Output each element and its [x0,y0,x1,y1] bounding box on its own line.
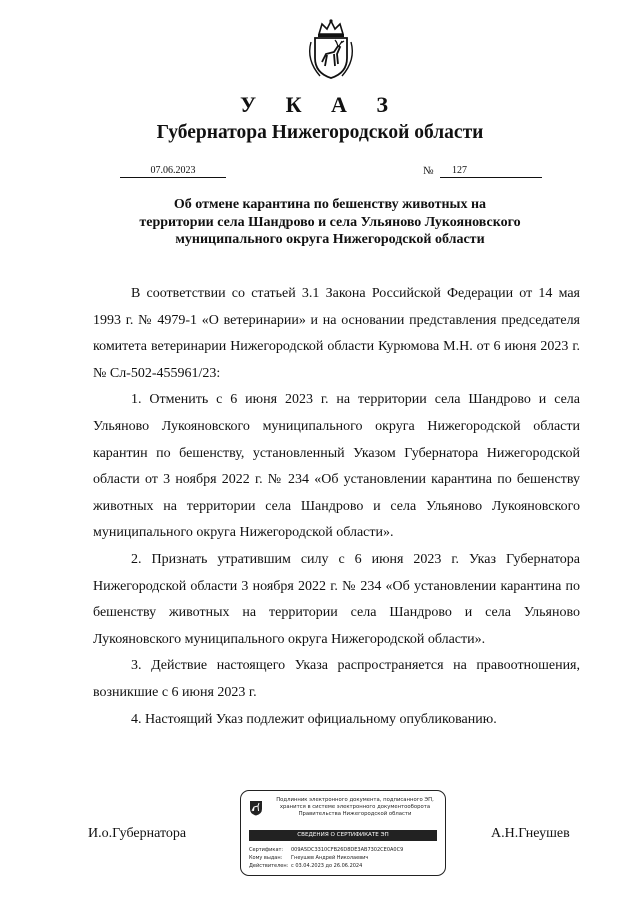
validity-row: Действителен: с 03.04.2023 до 26.06.2024 [249,863,363,869]
deer-emblem-icon [249,800,263,816]
nizhny-novgorod-coat-of-arms-icon [300,18,362,80]
issuing-authority: Губернатора Нижегородской области [156,122,484,143]
subject-line: Об отмене карантина по бешенству животных на [173,197,487,212]
decree-body [93,281,580,733]
signatory-name: А.Н.Гнеушев [491,826,570,841]
subject-line: муниципального округа Нижегородской области [175,232,485,247]
item-2-paragraph: 2. Признать утратившим силу с 6 июня 2023 г. Указ Губернатора Нижегородской области 3 ноября 2022 г. № 234 «Об установлении карантина по бешенству животных на территории села Шандрово и села Ульяново Лукояновского муниципального округа Нижегородской области». [93,551,580,647]
electronic-signature-stamp [240,790,446,876]
preamble-paragraph: В соответствии со статьей 3.1 Закона Российской Федерации от 14 мая 1993 г. № 4979-1 «О ветеринарии» и на основании представления председателя комитета ветеринарии Нижегородской области Курюмова М.Н. от 6 июня 2023 г. № Сл-502-455961/23: [93,286,580,381]
certificate-header: СВЕДЕНИЯ О СЕРТИФИКАТЕ ЭП [249,830,437,841]
subject-line: территории села Шандрово и села Ульяново Лукояновского [139,214,521,230]
certificate-row: Сертификат: 009A5DC3310CFB26D8DE3AB7302CE0A0C9 [249,847,404,853]
number-sign: № [423,165,434,177]
item-1-paragraph: 1. Отменить с 6 июня 2023 г. на территории села Шандрово и села Ульяново Лукояновского муниципального округа Нижегородской области карантин по бешенству, установленный Указом Губернатора Нижегородской области от 3 ноября 2022 г. № 234 «Об установлении карантина по бешенству животных на территории села Шандрово и села Ульяново Лукояновского муниципального округа Нижегородской области». [93,392,580,541]
decree-title: У К А З [239,92,401,117]
signatory-position: И.о.Губернатора [88,826,187,841]
decree-number: 127 [440,165,542,178]
owner-row: Кому выдан: Гнеушев Андрей Николаевич [249,855,369,861]
decree-subject [100,196,560,249]
decree-date: 07.06.2023 [120,165,226,178]
stamp-note: Подлинник электронного документа, подписанного ЭП, хранится в системе электронного документооборота Правительства Нижегородской области [276,797,434,817]
item-4-paragraph: 4. Настоящий Указ подлежит официальному опубликованию. [131,711,497,727]
item-3-paragraph: 3. Действие настоящего Указа распространяется на правоотношения, возникшие с 6 июня 2023 г. [93,658,580,700]
